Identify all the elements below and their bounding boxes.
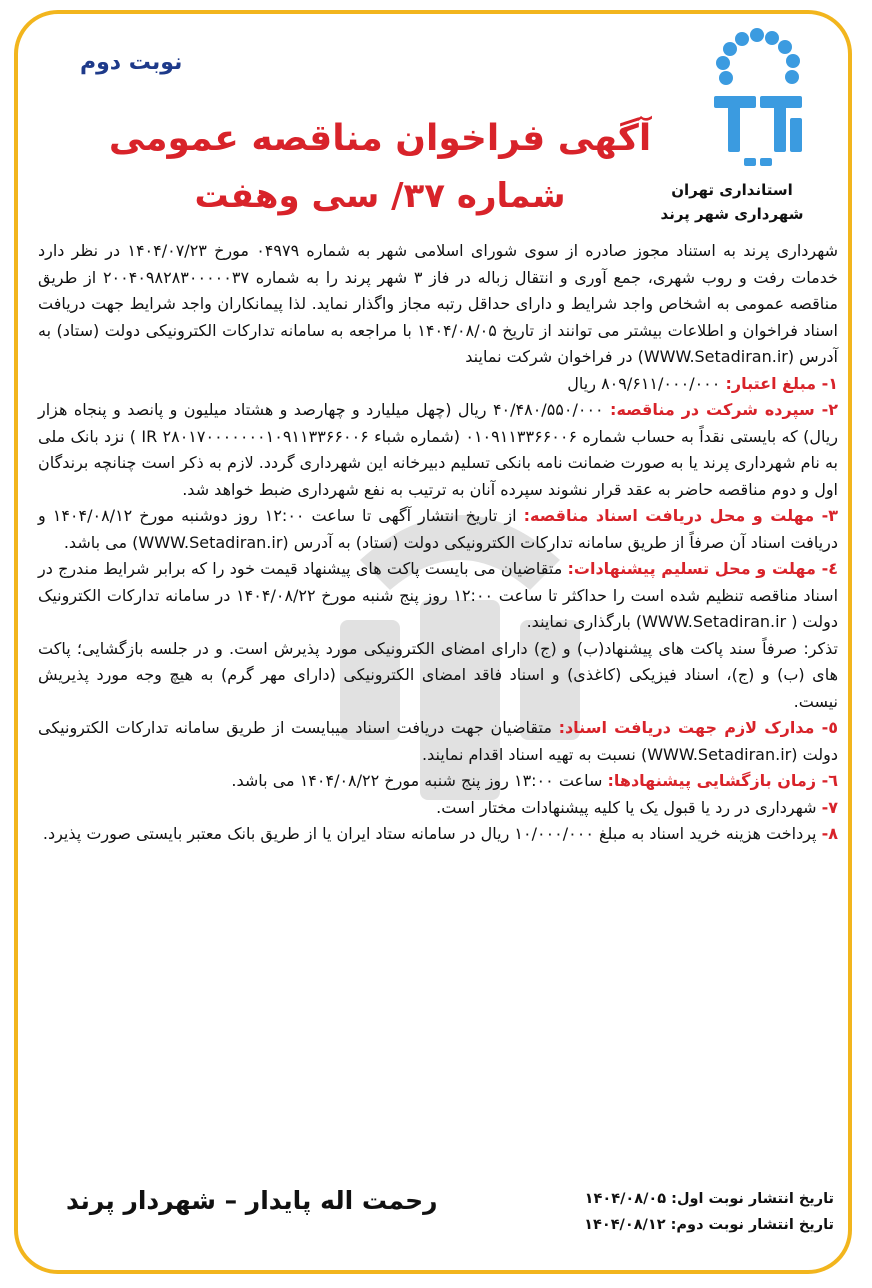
publication-dates: [584, 1186, 834, 1238]
notice-title: آگهی فراخوان مناقصه عمومی: [108, 118, 652, 159]
setadiran-link: WWW.Setadiran.ir: [138, 532, 283, 552]
item-opening-time: ٦- زمان بازگشایی پیشنهادها: ساعت ۱۳:۰۰ روز پنج شنبه مورخ ۱۴۰۴/۰۸/۲۲ می باشد.: [231, 771, 838, 790]
second-publication: تاریخ انتشار نوبت دوم: ۱۴۰۴/۰۸/۱۲: [584, 1217, 834, 1233]
item-document-deadline: ۳- مهلت و محل دریافت اسناد مناقصه: از تاریخ انتشار آگهی تا ساعت ۱۲:۰۰ روز دوشنبه مورخ ۱۴۰۴/۰۸/۱۲ و دریافت اسناد آن صرفاً از طریق سامانه تدارکات الکترونیکی دولت (ستاد) به آدرس (WWW.Setadiran.ir) می باشد.: [38, 506, 839, 552]
item-document-fee: ۸- پرداخت هزینه خرید اسناد به مبلغ ۱۰/۰۰۰/۰۰۰ ریال در سامانه ستاد ایران یا از طریق بانک معتبر بایستی صورت پذیرد.: [42, 824, 838, 843]
organization-name: [632, 178, 832, 226]
intro-paragraph: شهرداری پرند به استناد مجوز صادره از سوی شورای اسلامی شهر به شماره ۰۴۹۷۹ مورخ ۱۴۰۴/۰۷/۲۳ در نظر دارد خدمات رفت و روب شهری، جمع آوری و انتقال زباله در فاز ۳ شهر پرند را به شماره ۲۰۰۴۰۹۸۲۸۳۰۰۰۰۰۳۷ از طریق مناقصه عمومی به اشخاص واجد شرایط و دارای حداقل رتبه مجاز واگذار نماید. لذا پیمانکاران واجد شرایط جهت دریافت اسناد فراخوان و اطلاعات بیشتر می توانند از تاریخ ۱۴۰۴/۰۸/۰۵ با مراجعه به سامانه تدارکات الکترونیکی دولت (ستاد) به آدرس (WWW.Setadiran.ir) در فراخوان شرکت نمایند: [38, 241, 839, 366]
item-rejection-right: ۷- شهرداری در رد یا قبول یک یا کلیه پیشنهادات مختار است.: [436, 797, 838, 817]
iban: IR ۲۸۰۱۷۰۰۰۰۰۰۰۱۰۹۱۱۳۳۶۶۰۰۶: [141, 426, 369, 446]
parand-municipality-logo-icon: [706, 26, 810, 172]
setadiran-link: WWW.Setadiran.ir: [643, 347, 788, 366]
setadiran-link: WWW.Setadiran.ir: [642, 612, 787, 631]
first-publication: تاریخ انتشار نوبت اول: ۱۴۰۴/۰۸/۰۵: [584, 1191, 834, 1207]
mayor-signature: رحمت اله پایدار – شهردار پرند: [66, 1186, 438, 1215]
item-submission-deadline: ٤- مهلت و محل تسلیم پیشنهادات: متقاضیان می بایست پاکت های پیشنهاد قیمت خود را که برابر شرایط مندرج در اسناد مناقصه تنظیم شده است را حداکثر تا ساعت ۱۲:۰۰ روز پنج شنبه مورخ ۱۴۰۴/۰۸/۲۲ در سامانه تدارکات الکترونیک دولت ( WWW.Setadiran.ir) بارگذاری نمایند.: [38, 559, 839, 631]
item-required-documents: ٥- مدارک لازم جهت دریافت اسناد: متقاضیان جهت دریافت اسناد میبایست از طریق سامانه تدارکات الکترونیکی دولت (WWW.Setadiran.ir) نسبت به تهیه اسناد اقدام نمایند.: [38, 718, 838, 764]
item-credit: ۱- مبلغ اعتبار: ۸۰۹/۶۱۱/۰۰۰/۰۰۰ ریال: [567, 373, 838, 393]
round-label: نوبت دوم: [80, 50, 183, 75]
notice-number: شماره ۳۷/ سی وهفت: [194, 176, 566, 216]
org-province: استانداری تهران: [671, 181, 793, 199]
setadiran-link: WWW.Setadiran.ir: [647, 744, 792, 764]
item-deposit: ۲- سپرده شرکت در مناقصه: ۴۰/۴۸۰/۵۵۰/۰۰۰ ریال (چهل میلیارد و چهارصد و هشتاد میلیون و پانصد و پنجاه هزار ریال) که بایستی نقداً به حساب شماره ۰۱۰۹۱۱۳۳۶۶۰۰۶ (شماره شباء IR ۲۸۰۱۷۰۰۰۰۰۰۰۱۰۹۱۱۳۳۶۶۰۰۶ ) نزد بانک ملی به نام شهرداری پرند یا به صورت ضمانت نامه بانکی تسلیم دبیرخانه این شهرداری گردد. لازم به ذکر است چنانچه برندگان اول و دوم مناقصه حاضر به عقد قرار نشوند سپرده آنان به ترتیب به نفع شهرداری ضبط خواهد شد.: [38, 400, 838, 499]
notice-body: [38, 238, 838, 848]
note-paragraph: تذکر: صرفاً سند پاکت های پیشنهاد(ب) و (ج) دارای امضای الکترونیکی مورد پذیرش است. و در جلسه بازگشایی؛ پاکت های (ب) و (ج)، اسناد فیزیکی (کاغذی) و اسناد فاقد امضای الکترونیکی (دارای مهر گرم) به هیچ وجه مورد پذیریش نیست.: [38, 638, 838, 711]
org-municipality: شهرداری شهر پرند: [660, 205, 804, 223]
